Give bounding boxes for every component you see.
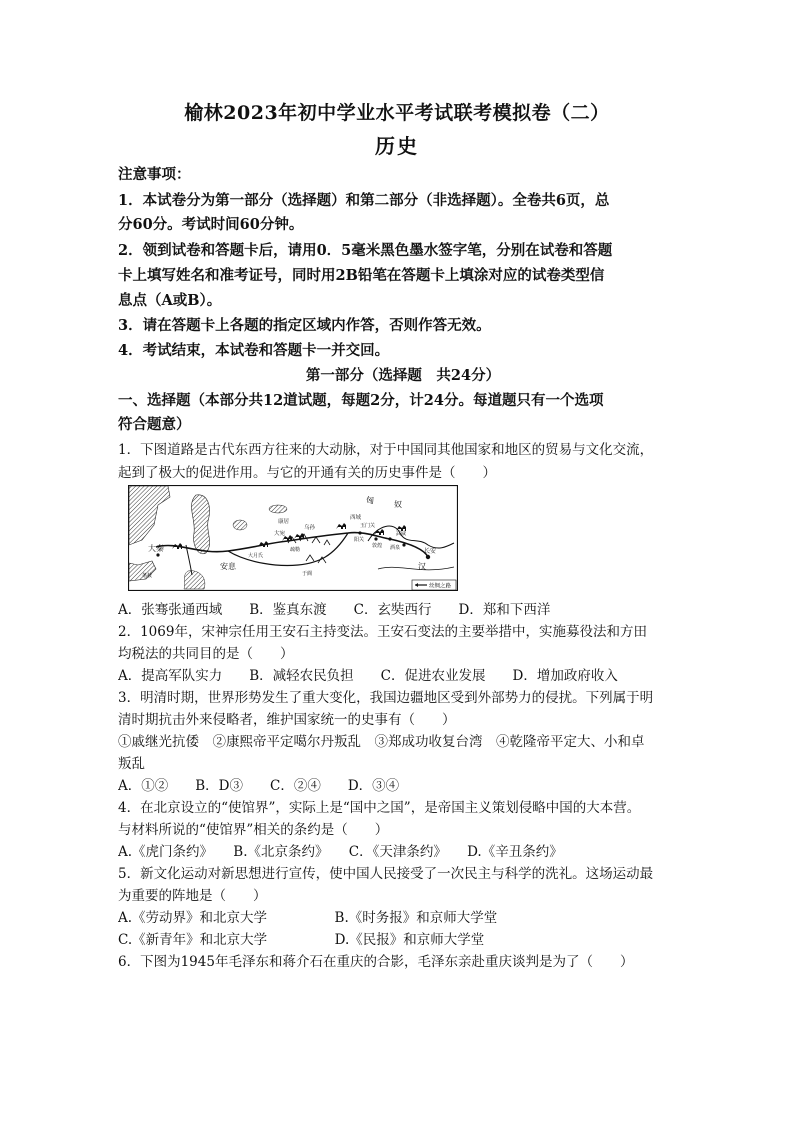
- map-label: 长安: [424, 548, 437, 555]
- map-label: 汉: [418, 562, 426, 571]
- answer-options: A．①② B．D③ C．②④ D．③④: [118, 778, 400, 794]
- map-label: 酒泉: [390, 545, 401, 551]
- question-text: 4．在北京设立的“使馆界”，实际上是“国中之国”，是帝国主义策划侵略中国的大本营。: [118, 800, 641, 816]
- notice-line: 3．请在答题卡上各题的指定区域内作答，否则作答无效。: [118, 317, 491, 334]
- section-heading: 符合题意）: [118, 416, 191, 433]
- map-label: 于阗: [302, 571, 313, 577]
- notice-line: 1．本试卷分为第一部分（选择题）和第二部分（非选择题）。全卷共6页，总: [118, 192, 610, 209]
- map-legend: 丝绸之路: [429, 583, 452, 590]
- map-label: 大秦: [148, 544, 164, 553]
- answer-options: A.《劳动界》和北京大学 B.《时务报》和京师大学堂: [118, 910, 498, 926]
- notice-line: 卡上填写姓名和准考证号，同时用2B铅笔在答题卡上填涂对应的试卷类型信: [118, 267, 605, 284]
- notice-line: 2．领到试卷和答题卡后，请用0．5毫米黑色墨水签字笔，分别在试卷和答题: [118, 242, 613, 259]
- map-label: 玉门关: [360, 523, 376, 529]
- question-text: 5．新文化运动对新思想进行宣传，使中国人民接受了一次民主与科学的洗礼。这场运动最: [118, 866, 654, 882]
- exam-title: 榆林2023年初中学业水平考试联考模拟卷（二）: [184, 102, 610, 124]
- question-text: 清时期抗击外来侵略者，维护国家统一的史事有（ ）: [118, 712, 456, 728]
- map-label: 阳关: [354, 537, 365, 543]
- question-text: 1．下图道路是古代东西方往来的大动脉，对于中国同其他国家和地区的贸易与文化交流，: [118, 442, 654, 458]
- map-label: 疏勒: [290, 547, 301, 553]
- question-text: 起到了极大的促进作用。与它的开通有关的历史事件是（ ）: [118, 465, 496, 481]
- answer-options: C.《新青年》和北京大学 D.《民报》和京师大学堂: [118, 932, 485, 948]
- question-text: 6．下图为1945年毛泽东和蒋介石在重庆的合影，毛泽东亲赴重庆谈判是为了（ ）: [118, 954, 634, 970]
- map-label: 奴: [394, 500, 402, 509]
- answer-options: A．提高军队实力 B．减轻农民负担 C．促进农业发展 D．增加政府收入: [118, 668, 618, 684]
- map-label: 大宛: [274, 531, 286, 537]
- map-label: 西域: [350, 515, 362, 521]
- question-text: 3．明清时期，世界形势发生了重大变化，我国边疆地区受到外部势力的侵扰。下列属于明: [118, 690, 654, 706]
- part1-heading: 第一部分（选择题 共24分）: [305, 367, 501, 384]
- notice-heading: 注意事项：: [118, 166, 191, 183]
- question-text: 为重要的阵地是（ ）: [118, 888, 267, 904]
- map-label: 条枝: [142, 573, 153, 579]
- question-text: 均税法的共同目的是（ ）: [118, 646, 294, 662]
- map-label: 匈: [366, 496, 374, 505]
- map-label: 敦煌: [372, 543, 383, 549]
- map-label: 安息: [220, 562, 236, 571]
- question-text: 2．1069年，宋神宗任用王安石主持变法。王安石变法的主要举措中，实施募役法和方田: [118, 624, 647, 640]
- question-text: 叛乱: [118, 756, 145, 772]
- answer-options: A.《虎门条约》 B.《北京条约》 C．《天津条约》 D.《辛丑条约》: [118, 844, 563, 860]
- notice-line: 4．考试结束，本试卷和答题卡一并交回。: [118, 342, 390, 359]
- map-label: 康居: [278, 519, 290, 525]
- map-label: 武威: [396, 531, 407, 537]
- notice-line: 分60分。考试时间60分钟。: [118, 216, 304, 233]
- exam-subject: 历史: [375, 134, 419, 158]
- map-label: 乌孙: [304, 525, 316, 531]
- question-text: ①戚继光抗倭 ②康熙帝平定噶尔丹叛乱 ③郑成功收复台湾 ④乾隆帝平定大、小和卓: [118, 734, 645, 750]
- answer-options: A．张骞张通西域 B．鉴真东渡 C．玄奘西行 D．郑和下西洋: [118, 602, 551, 618]
- map-label: 大月氏: [248, 553, 264, 559]
- question-text: 与材料所说的“使馆界”相关的条约是（ ）: [118, 822, 389, 838]
- section-heading: 一、选择题（本部分共12道试题，每题2分，计24分。每道题只有一个选项: [118, 392, 604, 409]
- silk-road-map: [128, 485, 458, 591]
- notice-line: 息点（A或B）。: [118, 292, 222, 309]
